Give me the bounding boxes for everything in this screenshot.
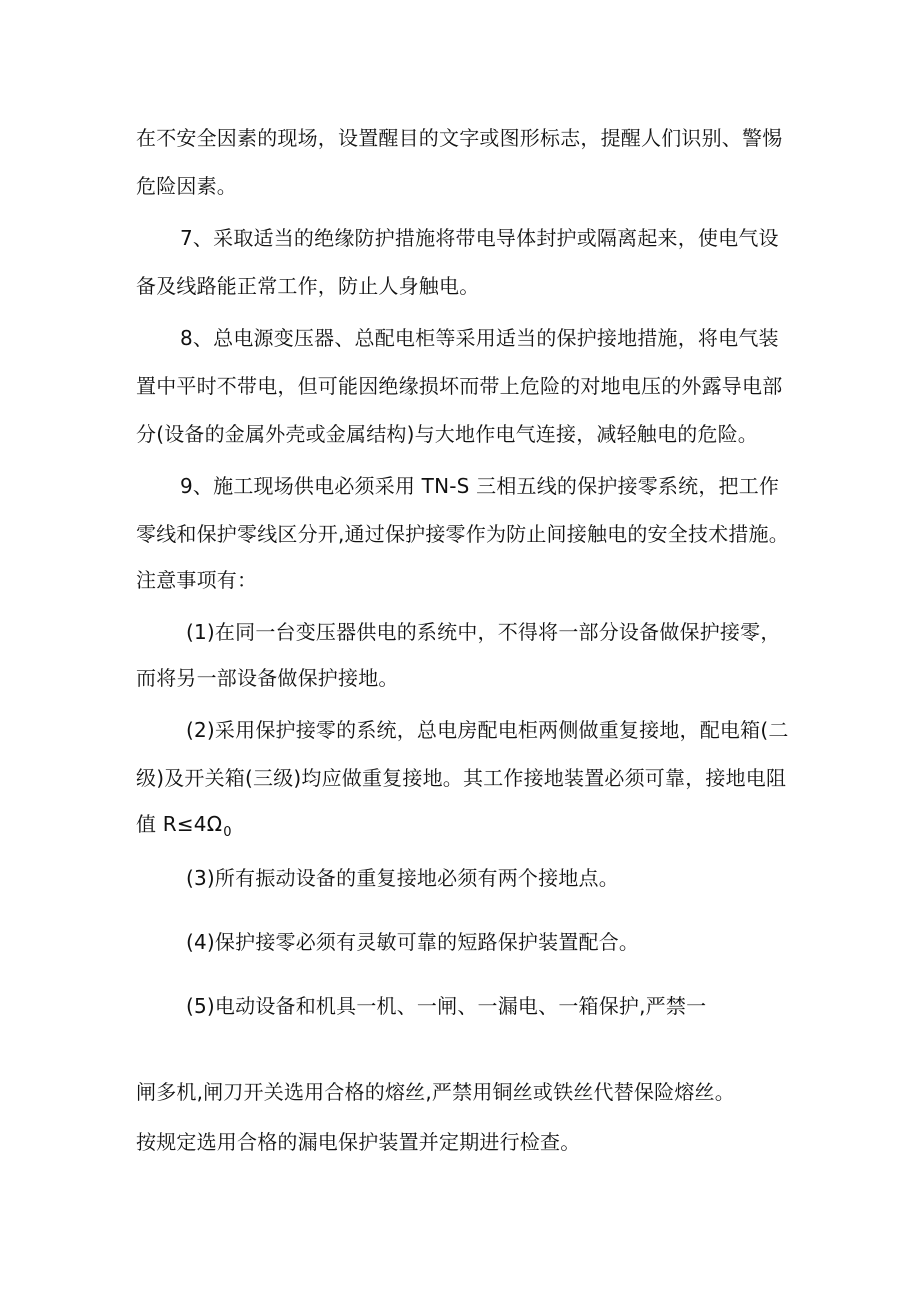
text-line: 置中平时不带电，但可能因绝缘损坏而带上危险的对地电压的外露导电部 xyxy=(136,374,783,398)
text-line: 备及线路能正常工作，防止人身触电。 xyxy=(136,274,480,298)
text-line: 8、总电源变压器、总配电柜等采用适当的保护接地措施，将电气装 xyxy=(180,326,779,350)
text-line: 而将另一部设备做保护接地。 xyxy=(136,666,399,690)
text-line: 按规定选用合格的漏电保护装置并定期进行检查。 xyxy=(136,1130,581,1154)
text-line xyxy=(136,812,232,845)
text-line: (5)电动设备和机具一机、一闸、一漏电、一箱保护,严禁一 xyxy=(186,994,707,1018)
text-line: 9、施工现场供电必须采用 TN-S 三相五线的保护接零系统，把工作 xyxy=(180,474,780,498)
text-line: (1)在同一台变压器供电的系统中，不得将一部分设备做保护接零， xyxy=(186,620,781,644)
text-line: 闸多机,闸刀开关选用合格的熔丝,严禁用铜丝或铁丝代替保险熔丝。 xyxy=(136,1080,735,1104)
text-line: 注意事项有： xyxy=(136,568,258,592)
text-line: 分(设备的金属外壳或金属结构)与大地作电气连接，减轻触电的危险。 xyxy=(136,422,759,446)
text-line: 7、采取适当的绝缘防护措施将带电导体封护或隔离起来，使电气设 xyxy=(180,226,779,250)
text-line: 危险因素。 xyxy=(136,174,237,198)
resistance-subscript: 0 xyxy=(223,825,232,840)
text-line: (4)保护接零必须有灵敏可靠的短路保护装置配合。 xyxy=(186,930,640,954)
text-line: 在不安全因素的现场，设置醒目的文字或图形标志，提醒人们识别、警惕 xyxy=(136,126,783,150)
text-line: 零线和保护零线区分开,通过保护接零作为防止间接触电的安全技术措施。 xyxy=(136,522,789,546)
text-line: (2)采用保护接零的系统，总电房配电柜两侧做重复接地，配电箱(二 xyxy=(186,718,789,742)
text-line: 级)及开关箱(三级)均应做重复接地。其工作接地装置必须可靠，接地电阻 xyxy=(136,766,787,790)
text-line: (3)所有振动设备的重复接地必须有两个接地点。 xyxy=(186,866,619,890)
resistance-value: 值 R≤4Ω xyxy=(136,812,223,836)
